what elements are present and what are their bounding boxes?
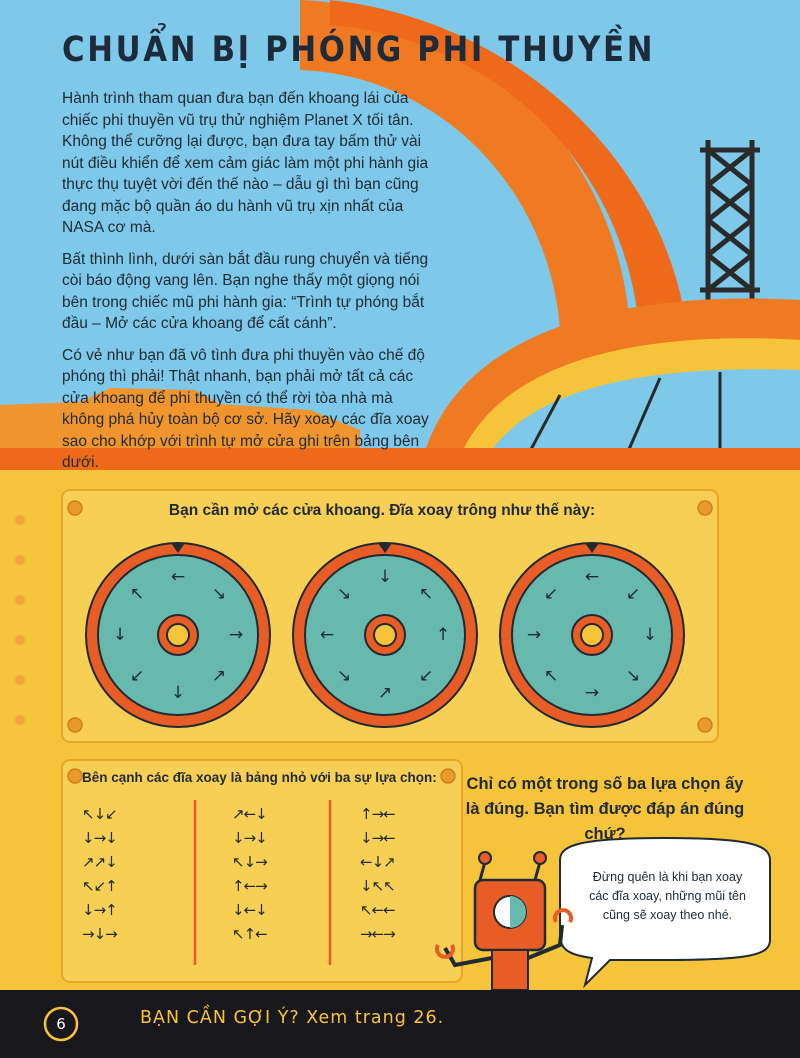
option-sequence: ↖↑← [232,925,267,943]
option-sequence: ↓↖↖ [360,877,395,895]
dial-arrow: → [584,683,600,703]
option-sequence: ↖↙↑ [82,877,117,895]
dial-arrow: ↘ [336,666,352,687]
intro-paragraph: Có vẻ như bạn đã vô tình đưa phi thuyền vào chế độ phóng thì phải! Thật nhanh, bạn phải mở tất cả các cửa khoang để phi thuyền có thể rời tòa nhà mà không phá hủy toàn bộ cơ sở. Hãy xoay các đĩa xoay sao cho khớp với trình tự mở cửa ghi trên bảng bên dưới. [62,346,429,471]
intro-paragraph: Hành trình tham quan đưa bạn đến khoang lái của chiếc phi thuyền vũ trụ thử nghiệm Planet X tối tân. Không thể cưỡng lại được, bạn đưa tay bấm thử vài nút điều khiển để xem cảm giác làm một phi hành gia thực thụ tuyệt vời đến thế nào – dẫu gì thì bạn cũng đang mặc bộ quần áo du hành vũ trụ xịn nhất của NASA cơ mà. [62,90,429,236]
dial-arrow: ↑ [435,625,451,645]
page-title: CHUẨN BỊ PHÓNG PHI THUYỀN [62,30,656,70]
dial-arrow: ↓ [642,625,658,645]
dial-group [86,543,684,727]
robot-tip-text: Đừng quên là khi bạn xoay các đĩa xoay, những mũi tên cũng sẽ xoay theo nhé. [589,870,746,922]
intro-paragraph: Bất thình lình, dưới sàn bắt đầu rung chuyển và tiếng còi báo động vang lên. Bạn nghe thấy một giọng nói bên trong chiếc mũ phi hành gia: “Trình tự phóng bắt đầu – Mở các cửa khoang để cất cánh”. [62,250,429,332]
option-sequence: ↓→← [360,829,395,847]
dial-arrow: ↓ [377,567,393,587]
option-sequence: ↗↗↓ [82,853,117,871]
dial-arrow: ← [319,625,335,645]
intro-text [62,88,447,484]
dial-arrow: ↖ [418,583,434,604]
option-sequence: ↑←→ [232,877,267,895]
dial-arrow: ↙ [129,666,145,687]
dial-arrow: ↗ [211,666,227,687]
dial-arrow: ↖ [129,583,145,604]
dial-arrow: → [228,625,244,645]
dial-arrow: ↘ [336,583,352,604]
option-sequence: ↑→← [360,805,395,823]
dial-arrow: ↖ [543,666,559,687]
dial-arrow: ↘ [211,583,227,604]
dial-arrow: ↙ [625,583,641,604]
hint-text: BẠN CẦN GỢI Ý? Xem trang 26. [140,1008,445,1028]
option-sequence: ↓→↑ [82,901,117,919]
option-sequence: →↓→ [82,925,117,943]
option-sequence: ↖↓→ [232,853,267,871]
option-sequence: ←↓↗ [360,853,395,871]
dial[interactable] [500,543,684,727]
dial-arrow: ↗ [377,683,393,703]
option-sequence: ↓←↓ [232,901,267,919]
dial[interactable] [293,543,477,727]
dial-arrow: ↓ [112,625,128,645]
option-sequence: ↖←← [360,901,395,919]
dial-arrow: ↓ [170,683,186,703]
page-number: 6 [56,1015,66,1033]
question-text: Chỉ có một trong số ba lựa chọn ấy là đúng. Bạn tìm được đáp án đúng chứ? [465,775,745,843]
dial-arrow: ← [170,567,186,587]
dial-arrow: → [526,625,542,645]
dial-arrow: ↙ [543,583,559,604]
option-sequence: ↓→↓ [82,829,117,847]
dials-heading: Bạn cần mở các cửa khoang. Đĩa xoay trông như thế này: [168,502,596,519]
option-sequence: ↖↓↙ [82,805,117,823]
dial-arrow: ← [584,567,600,587]
option-sequence: ↗←↓ [232,805,267,823]
dial-arrow: ↙ [418,666,434,687]
option-sequence: ↓→↓ [232,829,267,847]
dial[interactable] [86,543,270,727]
option-sequence: →←→ [360,925,395,943]
dial-arrow: ↘ [625,666,641,687]
options-heading: Bên cạnh các đĩa xoay là bảng nhỏ với ba sự lựa chọn: [82,770,437,785]
